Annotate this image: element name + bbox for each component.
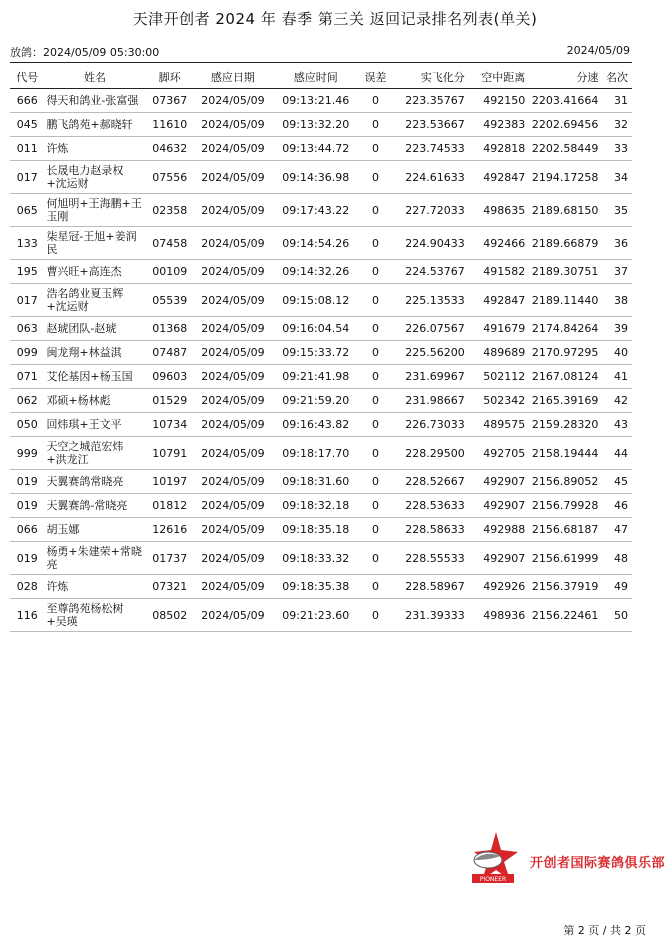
logo-text: PIONEER [479,876,507,883]
cell-name: 天空之城范宏炜+洪龙江 [44,437,145,470]
cell-time: 09:16:04.54 [272,317,360,341]
cell-minutes: 224.53767 [391,260,466,284]
cell-minutes: 228.52667 [391,470,466,494]
cell-date: 2024/05/09 [194,137,272,161]
cell-speed: 2170.97295 [527,341,600,365]
cell-rank: 44 [600,437,632,470]
table-row [10,137,632,161]
club-name: 开创者国际赛鸽俱乐部 [530,856,666,871]
cell-error: 0 [360,389,392,413]
cell-name: 天翼赛鸽-常晓亮 [44,494,145,518]
cell-ring: 01812 [145,494,193,518]
cell-code: 071 [10,365,44,389]
table-header-row [10,66,632,89]
cell-speed: 2189.68150 [527,194,600,227]
cell-distance: 492847 [467,161,528,194]
cell-minutes: 228.29500 [391,437,466,470]
page-title: 天津开创者 2024 年 春季 第三关 返回记录排名列表(单关) [132,10,538,28]
cell-speed: 2167.08124 [527,365,600,389]
table-row [10,284,632,317]
cell-error: 0 [360,365,392,389]
page-number: 第 2 页 / 共 2 页 [563,924,646,937]
cell-ring: 10734 [145,413,193,437]
cell-distance: 492150 [467,89,528,113]
table-body [10,89,632,632]
cell-ring: 04632 [145,137,193,161]
cell-distance: 492705 [467,437,528,470]
cell-error: 0 [360,599,392,632]
cell-minutes: 226.07567 [391,317,466,341]
cell-minutes: 224.90433 [391,227,466,260]
cell-distance: 492926 [467,575,528,599]
cell-date: 2024/05/09 [194,317,272,341]
print-date: 2024/05/09 [566,44,630,57]
cell-date: 2024/05/09 [194,284,272,317]
cell-date: 2024/05/09 [194,575,272,599]
cell-code: 999 [10,437,44,470]
cell-ring: 07367 [145,89,193,113]
cell-date: 2024/05/09 [194,194,272,227]
cell-ring: 07556 [145,161,193,194]
table-row [10,227,632,260]
cell-minutes: 224.61633 [391,161,466,194]
cell-speed: 2156.37919 [527,575,600,599]
cell-name: 柒星冠-王旭+姜润民 [44,227,145,260]
cell-date: 2024/05/09 [194,599,272,632]
cell-time: 09:13:44.72 [272,137,360,161]
cell-time: 09:18:32.18 [272,494,360,518]
table-row [10,470,632,494]
cell-minutes: 228.53633 [391,494,466,518]
cell-ring: 07487 [145,341,193,365]
table-row [10,89,632,113]
cell-name: 得天和鸽业-张富强 [44,89,145,113]
cell-speed: 2165.39169 [527,389,600,413]
col-header-speed: 分速 [527,66,600,89]
cell-error: 0 [360,260,392,284]
cell-ring: 10791 [145,437,193,470]
cell-error: 0 [360,284,392,317]
cell-ring: 01529 [145,389,193,413]
results-table [10,66,632,632]
cell-rank: 41 [600,365,632,389]
header-divider [10,62,632,63]
cell-date: 2024/05/09 [194,341,272,365]
pioneer-logo-icon [466,830,520,890]
table-row [10,575,632,599]
table-row [10,194,632,227]
cell-speed: 2156.79928 [527,494,600,518]
cell-minutes: 231.69967 [391,365,466,389]
cell-minutes: 225.13533 [391,284,466,317]
release-time: 放鸽：2024/05/09 05:30:00 [10,46,160,59]
cell-rank: 31 [600,89,632,113]
cell-ring: 05539 [145,284,193,317]
cell-code: 011 [10,137,44,161]
col-header-code: 代号 [10,66,44,89]
cell-code: 017 [10,284,44,317]
cell-speed: 2189.30751 [527,260,600,284]
cell-time: 09:18:31.60 [272,470,360,494]
cell-distance: 498936 [467,599,528,632]
cell-distance: 492818 [467,137,528,161]
cell-error: 0 [360,113,392,137]
cell-date: 2024/05/09 [194,161,272,194]
cell-speed: 2202.69456 [527,113,600,137]
cell-ring: 01368 [145,317,193,341]
cell-code: 195 [10,260,44,284]
cell-minutes: 228.58633 [391,518,466,542]
cell-error: 0 [360,437,392,470]
cell-rank: 42 [600,389,632,413]
cell-error: 0 [360,518,392,542]
cell-time: 09:18:35.18 [272,518,360,542]
cell-minutes: 225.56200 [391,341,466,365]
cell-time: 09:16:43.82 [272,413,360,437]
cell-minutes: 231.98667 [391,389,466,413]
cell-time: 09:13:21.46 [272,89,360,113]
col-header-date: 感应日期 [194,66,272,89]
cell-code: 050 [10,413,44,437]
col-header-rank: 名次 [600,66,632,89]
cell-time: 09:17:43.22 [272,194,360,227]
cell-error: 0 [360,161,392,194]
cell-rank: 49 [600,575,632,599]
col-header-time: 感应时间 [272,66,360,89]
col-header-distance: 空中距离 [467,66,528,89]
cell-time: 09:14:54.26 [272,227,360,260]
cell-name: 赵琥团队-赵琥 [44,317,145,341]
cell-distance: 492907 [467,542,528,575]
cell-distance: 492847 [467,284,528,317]
cell-speed: 2194.17258 [527,161,600,194]
cell-ring: 07321 [145,575,193,599]
cell-speed: 2156.61999 [527,542,600,575]
table-row [10,599,632,632]
cell-name: 艾伦基因+杨玉国 [44,365,145,389]
cell-date: 2024/05/09 [194,518,272,542]
cell-minutes: 223.74533 [391,137,466,161]
cell-name: 至尊鸽苑杨松树+吴瑛 [44,599,145,632]
cell-date: 2024/05/09 [194,260,272,284]
cell-code: 019 [10,494,44,518]
cell-speed: 2158.19444 [527,437,600,470]
cell-code: 133 [10,227,44,260]
header-info [10,44,630,60]
cell-speed: 2203.41664 [527,89,600,113]
cell-time: 09:21:59.20 [272,389,360,413]
cell-speed: 2156.89052 [527,470,600,494]
cell-ring: 07458 [145,227,193,260]
cell-speed: 2159.28320 [527,413,600,437]
cell-error: 0 [360,317,392,341]
cell-code: 028 [10,575,44,599]
cell-code: 019 [10,470,44,494]
cell-time: 09:15:08.12 [272,284,360,317]
cell-time: 09:18:35.38 [272,575,360,599]
cell-name: 鹏飞鸽苑+郝晓轩 [44,113,145,137]
cell-rank: 38 [600,284,632,317]
cell-code: 045 [10,113,44,137]
col-header-ring: 脚环 [145,66,193,89]
cell-error: 0 [360,470,392,494]
cell-date: 2024/05/09 [194,389,272,413]
cell-rank: 47 [600,518,632,542]
cell-rank: 34 [600,161,632,194]
cell-speed: 2156.22461 [527,599,600,632]
cell-error: 0 [360,413,392,437]
cell-name: 曹兴旺+高连杰 [44,260,145,284]
cell-error: 0 [360,542,392,575]
cell-rank: 36 [600,227,632,260]
cell-time: 09:21:41.98 [272,365,360,389]
col-header-minutes: 实飞化分 [391,66,466,89]
cell-distance: 492988 [467,518,528,542]
cell-rank: 35 [600,194,632,227]
cell-time: 09:15:33.72 [272,341,360,365]
cell-time: 09:18:17.70 [272,437,360,470]
table-row [10,494,632,518]
cell-ring: 10197 [145,470,193,494]
cell-name: 天翼赛鸽常晓亮 [44,470,145,494]
cell-date: 2024/05/09 [194,470,272,494]
cell-date: 2024/05/09 [194,494,272,518]
cell-name: 杨勇+朱建荣+常晓亮 [44,542,145,575]
cell-speed: 2189.66879 [527,227,600,260]
cell-code: 065 [10,194,44,227]
cell-error: 0 [360,137,392,161]
cell-time: 09:14:36.98 [272,161,360,194]
cell-distance: 492466 [467,227,528,260]
cell-distance: 498635 [467,194,528,227]
cell-name: 闽龙翔+林益淇 [44,341,145,365]
cell-ring: 02358 [145,194,193,227]
cell-distance: 491679 [467,317,528,341]
cell-error: 0 [360,494,392,518]
cell-date: 2024/05/09 [194,113,272,137]
table-row [10,518,632,542]
cell-distance: 502112 [467,365,528,389]
cell-error: 0 [360,341,392,365]
cell-rank: 45 [600,470,632,494]
cell-distance: 489689 [467,341,528,365]
cell-rank: 32 [600,113,632,137]
cell-name: 浩名鸽业夏玉辉+沈运财 [44,284,145,317]
cell-name: 回炜琪+王文平 [44,413,145,437]
cell-rank: 43 [600,413,632,437]
cell-code: 116 [10,599,44,632]
cell-time: 09:14:32.26 [272,260,360,284]
cell-code: 017 [10,161,44,194]
cell-date: 2024/05/09 [194,227,272,260]
cell-rank: 46 [600,494,632,518]
cell-date: 2024/05/09 [194,365,272,389]
cell-code: 099 [10,341,44,365]
table-row [10,113,632,137]
cell-date: 2024/05/09 [194,413,272,437]
cell-name: 许炼 [44,575,145,599]
cell-distance: 492383 [467,113,528,137]
cell-speed: 2189.11440 [527,284,600,317]
table-row [10,317,632,341]
cell-rank: 39 [600,317,632,341]
cell-minutes: 226.73033 [391,413,466,437]
cell-rank: 48 [600,542,632,575]
cell-time: 09:18:33.32 [272,542,360,575]
cell-date: 2024/05/09 [194,542,272,575]
cell-rank: 33 [600,137,632,161]
table-row [10,542,632,575]
table-row [10,260,632,284]
cell-distance: 489575 [467,413,528,437]
cell-name: 何旭明+王海鹏+王玉刚 [44,194,145,227]
cell-ring: 08502 [145,599,193,632]
table-row [10,437,632,470]
cell-error: 0 [360,575,392,599]
cell-code: 019 [10,542,44,575]
cell-distance: 492907 [467,470,528,494]
cell-time: 09:13:32.20 [272,113,360,137]
cell-name: 邓硕+杨林彪 [44,389,145,413]
cell-code: 066 [10,518,44,542]
table-row [10,365,632,389]
cell-code: 063 [10,317,44,341]
table-row [10,161,632,194]
cell-minutes: 231.39333 [391,599,466,632]
cell-minutes: 228.55533 [391,542,466,575]
cell-minutes: 223.35767 [391,89,466,113]
cell-time: 09:21:23.60 [272,599,360,632]
cell-error: 0 [360,227,392,260]
cell-minutes: 227.72033 [391,194,466,227]
cell-speed: 2174.84264 [527,317,600,341]
cell-date: 2024/05/09 [194,437,272,470]
cell-minutes: 228.58967 [391,575,466,599]
cell-name: 胡玉娜 [44,518,145,542]
cell-speed: 2156.68187 [527,518,600,542]
col-header-error: 误差 [360,66,392,89]
col-header-name: 姓名 [44,66,145,89]
cell-distance: 491582 [467,260,528,284]
cell-ring: 01737 [145,542,193,575]
cell-rank: 40 [600,341,632,365]
table-row [10,413,632,437]
table-row [10,341,632,365]
cell-ring: 09603 [145,365,193,389]
cell-ring: 12616 [145,518,193,542]
cell-code: 666 [10,89,44,113]
cell-name: 许炼 [44,137,145,161]
cell-code: 062 [10,389,44,413]
cell-name: 长晟电力赵录权+沈运财 [44,161,145,194]
cell-speed: 2202.58449 [527,137,600,161]
cell-distance: 492907 [467,494,528,518]
cell-distance: 502342 [467,389,528,413]
cell-error: 0 [360,194,392,227]
cell-rank: 50 [600,599,632,632]
cell-ring: 00109 [145,260,193,284]
cell-minutes: 223.53667 [391,113,466,137]
cell-rank: 37 [600,260,632,284]
cell-error: 0 [360,89,392,113]
table-row [10,389,632,413]
cell-ring: 11610 [145,113,193,137]
cell-date: 2024/05/09 [194,89,272,113]
